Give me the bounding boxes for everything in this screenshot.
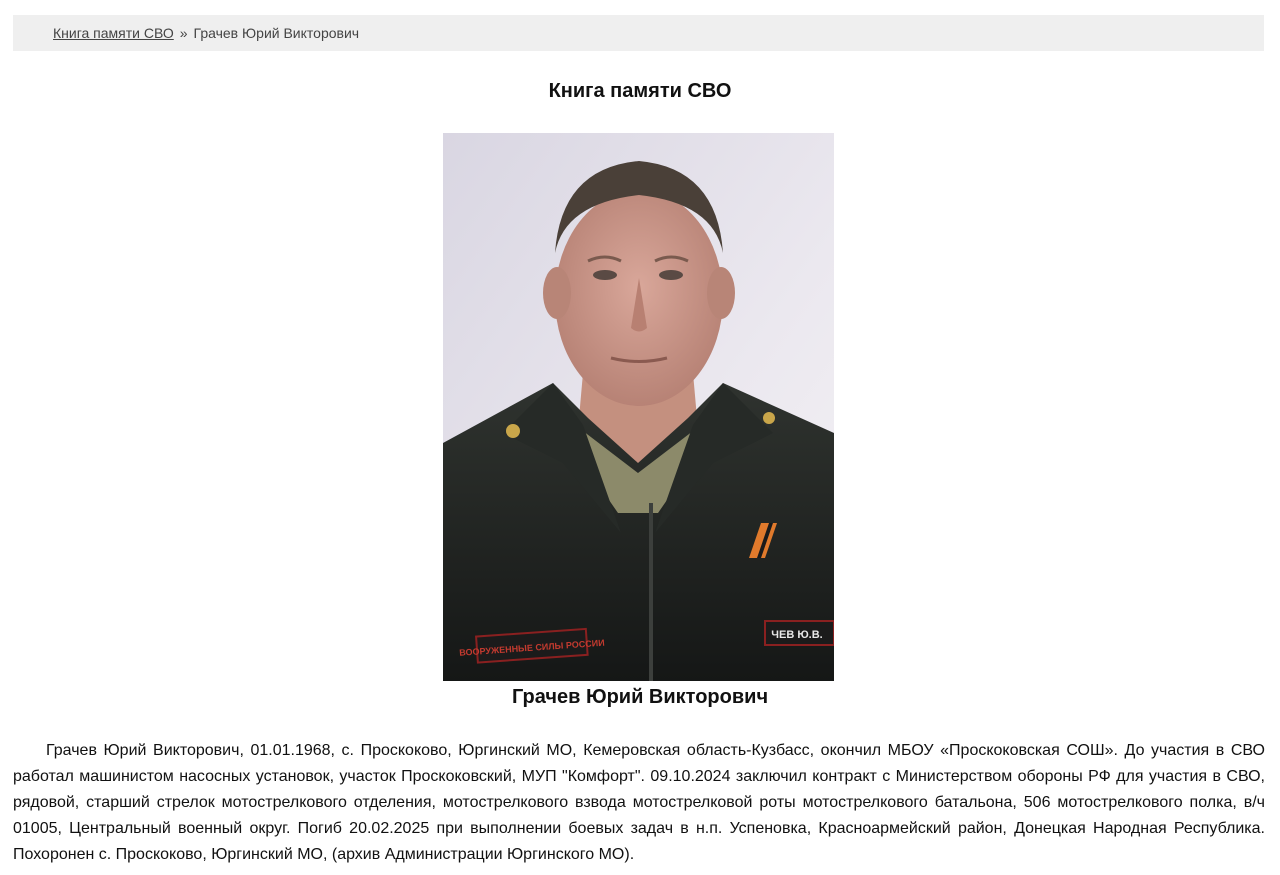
breadcrumb-current: Грачев Юрий Викторович: [193, 25, 360, 41]
breadcrumb-home-link[interactable]: Книга памяти СВО: [53, 25, 174, 41]
page-title: Книга памяти СВО: [548, 80, 732, 102]
patch-right-text: ЧЕВ Ю.В.: [771, 629, 823, 641]
breadcrumb: [13, 15, 1264, 51]
person-biography: Грачев Юрий Викторович, 01.01.1968, с. Проскоково, Юргинский МО, Кемеровская область-Кузбасс, окончил МБОУ «Проскоковская СОШ». До участия в СВО работал машинистом насосных установок, участок Проскоковский, МУП "Комфорт". 09.10.2024 заключил контракт с Министерством обороны РФ для участия в СВО, рядовой, старший стрелок мотострелкового отделения, мотострелкового взвода мотострелковой роты мотострелкового батальона, 506 мотострелкового полка, в/ч 01005, Центральный военный округ. Погиб 20.02.2025 при выполнении боевых задач в н.п. Успеновка, Красноармейский район, Донецкая Народная Республика. Похоронен с. Проскоково, Юргинский МО, (архив Администрации Юргинского МО).: [13, 742, 1265, 863]
person-name: Грачев Юрий Викторович: [511, 686, 769, 708]
breadcrumb-separator: »: [179, 25, 188, 41]
patch-left-text: ВООРУЖЕННЫЕ СИЛЫ РОССИИ: [458, 637, 605, 658]
portrait-photo: [443, 133, 834, 681]
